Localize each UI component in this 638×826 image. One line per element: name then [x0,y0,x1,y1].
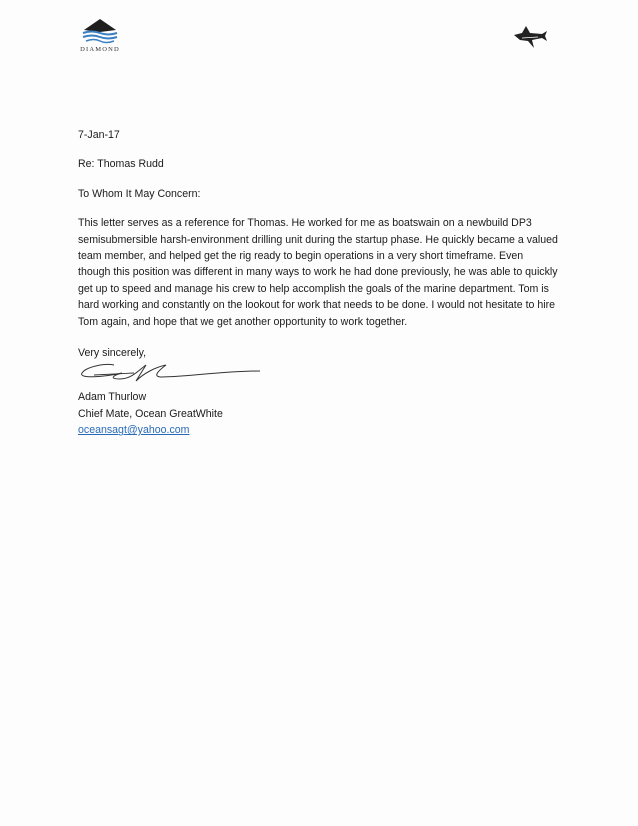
letter-subject: Re: Thomas Rudd [78,158,164,171]
signer-email-link[interactable]: oceansagt@yahoo.com [78,424,190,437]
letter-closing: Very sincerely, [78,347,147,360]
letter-salutation: To Whom It May Concern: [78,187,201,200]
logo-wordmark: DIAMOND [80,46,120,53]
diamond-logo-icon [78,18,122,46]
company-logo [70,18,130,60]
signer-title: Chief Mate, Ocean GreatWhite [78,407,223,420]
letter-date: 7-Jan-17 [78,129,120,141]
signer-name: Adam Thurlow [78,391,147,404]
shark-icon [512,24,548,52]
letter-paragraph: This letter serves as a reference for Thomas. He worked for me as boatswain on a newbuild DP3 semisubmersible harsh-environment drilling unit during the startup phase. He quickly became a valued team member, and helped get the rig ready to begin operations in a very short timeframe. Even though this position was different in many ways to work he had done previously, he was able to quickly get up to speed and manage his crew to help accomplish the goals of the marine department. Tom is hard working and constantly on the lookout for work that needs to be done. I would not hesitate to hire Tom again, and hope that we get another opportunity to work together. [78,217,558,328]
signature-image [78,363,558,389]
letter-body [78,127,558,439]
